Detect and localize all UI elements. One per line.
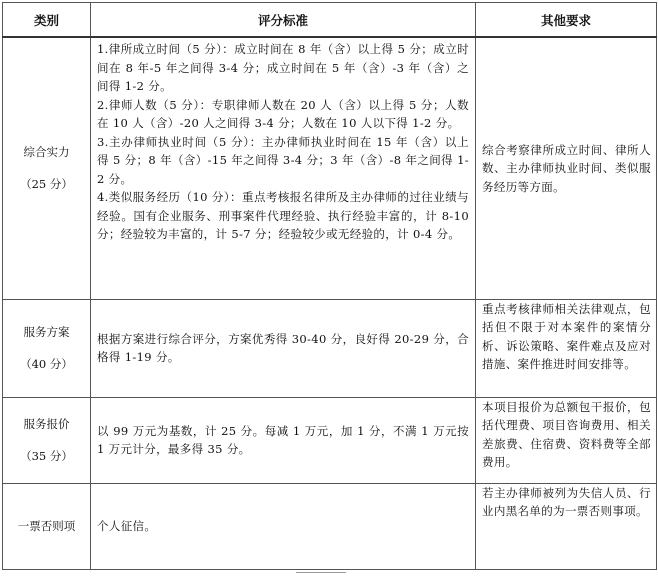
header-category: 类别 <box>3 3 91 38</box>
table-row-service-quote <box>3 397 657 483</box>
category-score: （35 分） <box>20 449 73 463</box>
category-name: 服务报价 <box>23 417 70 431</box>
criteria-cell <box>91 299 476 397</box>
header-row <box>3 3 657 38</box>
page-footer-divider <box>296 572 346 573</box>
criteria-item: 以 99 万元为基数，计 25 分。每减 1 万元，加 1 分，不满 1 万元按 1 万元计分，最多得 35 分。 <box>97 423 469 456</box>
criteria-cell <box>91 483 476 569</box>
category-cell <box>3 37 91 299</box>
table-row-veto-item <box>3 483 657 569</box>
category-cell <box>3 483 91 569</box>
header-other: 其他要求 <box>476 3 657 38</box>
criteria-item: 根据方案进行综合评分，方案优秀得 30-40 分，良好得 20-29 分，合格得 1-19 分。 <box>97 331 469 364</box>
header-criteria: 评分标准 <box>91 3 476 38</box>
criteria-item: 3.主办律师执业时间（5 分）：主办律师执业时间在 15 年（含）以上得 5 分；8 年（含）-15 年之间得 3-4 分；3 年（含）-8 年之间得 1-2 分。 <box>97 134 469 186</box>
category-name: 一票否则项 <box>17 519 76 533</box>
category-score: （25 分） <box>20 177 73 192</box>
category-cell <box>3 397 91 483</box>
category-name: 综合实力 <box>23 145 70 160</box>
table-row-service-plan <box>3 299 657 397</box>
other-requirement-cell: 本项目报价为总额包干报价，包括代理费、项目咨询费用、相关差旅费、住宿费、资料费等全部费用。 <box>476 397 657 483</box>
category-cell <box>3 299 91 397</box>
criteria-item: 2.律师人数（5 分）：专职律师人数在 20 人（含）以上得 5 分；人数在 10 人（含）-20 人之间得 3-4 分；人数在 10 人以下得 1-2 分。 <box>97 97 469 130</box>
other-requirement-cell: 重点考核律师相关法律观点，包括但不限于对本案件的案情分析、诉讼策略、案件难点及应对措施、案件推进时间安排等。 <box>476 299 657 397</box>
criteria-item: 1.律所成立时间（5 分）：成立时间在 8 年（含）以上得 5 分；成立时间在 8 年-5 年之间得 3-4 分；成立时间在 5 年（含）-3 年（含）之间得 1-2 分。 <box>97 42 469 93</box>
scoring-table <box>2 2 657 570</box>
other-requirement-cell: 综合考察律所成立时间、律所人数、主办律师执业时间、类似服务经历等方面。 <box>476 37 657 299</box>
criteria-item: 4.类似服务经历（10 分）：重点考核报名律所及主办律师的过往业绩与经验。国有企业服务、刑事案件代理经验、执行经验丰富的，计 8-10 分；经验较为丰富的，计 5-7 分；经验较少或无经验的，计 0-4 分。 <box>97 190 469 241</box>
criteria-cell <box>91 37 476 299</box>
criteria-cell <box>91 397 476 483</box>
criteria-item: 个人征信。 <box>97 518 157 533</box>
category-name: 服务方案 <box>23 325 70 339</box>
other-requirement-cell: 若主办律师被列为失信人员、行业内黑名单的为一票否则事项。 <box>476 483 657 569</box>
table-row-overall-strength <box>3 37 657 299</box>
category-score: （40 分） <box>20 357 73 371</box>
